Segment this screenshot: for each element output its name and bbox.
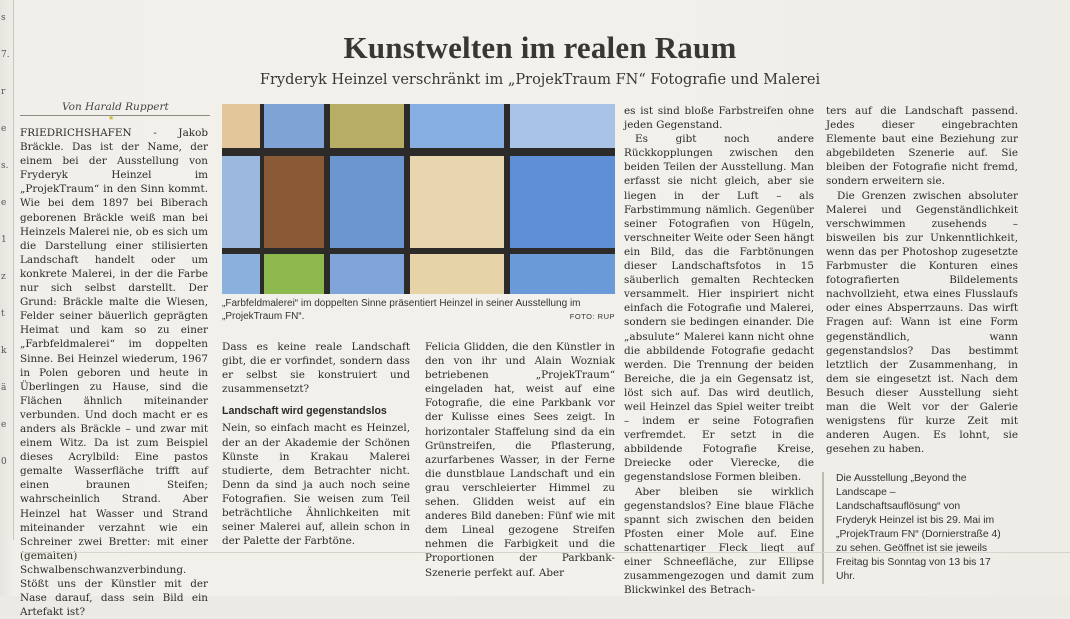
article-column-4 <box>624 104 814 597</box>
article-column-3 <box>425 340 615 580</box>
headline: Kunstwelten im realen Raum <box>343 30 737 65</box>
color-field-tile <box>410 104 504 148</box>
paragraph: ters auf die Landschaft passend. Jedes dieser eingebrachten Elemente baut eine Beziehung zur abgebildeten Szenerie auf. Sie bleiben der Fotografie nicht fremd, sondern erweitern sie. <box>826 105 1018 188</box>
author-byline: Von Harald Ruppert <box>62 101 169 113</box>
paragraph: Aber bleiben sie wirklich gegenstandslos? Eine blaue Fläche spannt sich zwischen den beiden Pfosten einer Mole auf. Eine schattenartiger Fleck liegt auf einer Schneefläche, zur Ellipse zusammengezogen und damit zum Blickwinkel des Betrach- <box>624 485 814 597</box>
paragraph: es ist sind bloße Farbstreifen ohne jeden Gegenstand. <box>624 105 814 132</box>
edge-fragment: t <box>1 309 5 319</box>
photo-caption: „Farbfeldmalerei“ im doppelten Sinne präsentiert Heinzel in seiner Ausstellung im „ProjekTraum FN“. <box>222 298 581 322</box>
edge-fragment: k <box>1 346 7 356</box>
edge-fragment: z <box>1 272 6 282</box>
color-field-tile <box>330 156 404 248</box>
edge-fragment: r <box>1 87 6 97</box>
color-field-tile <box>510 254 615 294</box>
article-column-5 <box>826 104 1018 456</box>
paragraph: FRIEDRICHSHAFEN - Jakob Bräckle. Das ist der Name, der einem bei der Ausstellung von Fryderyk Heinzel im „ProjekTraum“ in den Sinn kommt. Wie bei dem 1897 bei Biberach geborenen Bräckle weiß man bei Heinzels Malerei nie, ob es sich um die Darstellung einer stilisierten Landschaft handelt oder um konkrete Malerei, in der die Farbe nur sich selbst darstellt. Der Grund: Bräckle malte die Wiesen, Felder seiner bäuerlich geprägten Heimat und kam so zu einer „Farbfeldmalerei“ im doppelten Sinne. Bei Heinzel wiederum, 1967 in Polen geboren und heute in Überlingen zu Hause, sind die Flächen ähnlich miteinander verbunden. Und doch macht er es anders als Bräckle – und zwar mit einem Witz. Da ist zum Beispiel dieses Acrylbild: Eine pastos gemalte Wasserfläche trifft auf einen braunen Steifen; wahrscheinlich Strand. Aber Heinzel hat Wasser und Strand miteinander verzahnt wie ein Schreiner zwei Bretter: mit einer (gemalten) Schwalbenschwanzverbindung. Stößt uns der Künstler mit der Nase darauf, dass sein Bild ein Artefakt ist? <box>20 127 208 619</box>
color-field-tile <box>264 104 324 148</box>
color-field-tile <box>264 156 324 248</box>
photo-credit: FOTO: RUP <box>569 312 615 321</box>
paragraph: Die Grenzen zwischen absoluter Malerei und Gegenständlichkeit verschwimmen zusehends – bisweilen bis zur Unkenntlichkeit, wenn das per Photoshop zugesetzte Farbmuster die Konturen eines fotografierten Bildelements nachvollzieht, etwa eines Flusslaufs oder eines Absperrzauns. Das wirft Fragen auf: Wann ist eine Form gegenständlich, wann gegenstandslos? Das bestimmt letztlich der Zusammenhang, in dem sie eingesetzt ist. Nach dem Besuch dieser Ausstellung sieht man die Welt vor der Galerie wenigstens für kurze Zeit mit anderen Augen. Es lohnt, sie gesehen zu haben. <box>826 189 1018 456</box>
color-field-tile <box>330 254 404 294</box>
edge-fragment: 0 <box>1 457 7 467</box>
page-divider <box>20 552 1070 553</box>
color-field-tile <box>264 254 324 294</box>
color-field-tile <box>222 104 260 148</box>
paragraph: Dass es keine reale Landschaft gibt, die er vorfindet, sondern dass er selbst sie konstruiert und zusammensetzt? <box>222 341 410 396</box>
section-heading: Landschaft wird gegenstandslos <box>222 405 387 418</box>
article-column-2 <box>222 340 410 548</box>
adjacent-column-fragment <box>0 0 14 540</box>
photo-caption-block <box>222 297 615 323</box>
color-field-tile <box>410 254 504 294</box>
edge-fragment: ä <box>1 383 7 393</box>
byline-rule <box>20 115 210 116</box>
edge-fragment: e <box>1 198 7 208</box>
color-field-tile <box>222 254 260 294</box>
edge-fragment: s <box>1 13 6 23</box>
edge-fragment: s. <box>1 161 9 171</box>
edge-fragment: e <box>1 420 7 430</box>
color-field-tile <box>222 156 260 248</box>
star-icon: ★ <box>108 114 115 122</box>
subheadline: Fryderyk Heinzel verschränkt im „ProjekTraum FN“ Fotografie und Malerei <box>259 72 821 88</box>
article-column-1 <box>20 126 208 619</box>
color-field-tile <box>410 156 504 248</box>
color-field-tile <box>330 104 404 148</box>
paragraph: Nein, so einfach macht es Heinzel, der an der Akademie der Schönen Künste in Krakau Malerei studierte, dem Betrachter nicht. Denn da sind ja auch noch seine Fotografien. Sie weisen zum Teil beträchtliche Ähnlichkeiten mit seiner Malerei auf, allein schon in der Palette der Farbtöne. <box>222 422 410 548</box>
artwork-photo <box>222 104 615 294</box>
color-field-tile <box>510 156 615 248</box>
edge-fragment: 1 <box>1 235 7 245</box>
paragraph: Felicia Glidden, die den Künstler in den von ihr und Alain Wozniak betriebenen „ProjekTraum“ eingeladen hat, weist auf eine Fotografie, die eine Parkbank vor der Kulisse eines Sees zeigt. In horizontaler Staffelung sind da ein Grünstreifen, die Pflasterung, azurfarbenes Wasser, in der Ferne die dunstblaue Landschaft und ein grau verschleierter Himmel zu sehen. Glidden weist auf ein anderes Bild daneben: Fünf wie mit dem Lineal gezogene Streifen nehmen die Farbigkeit und die Proportionen der Parkbank-Szenerie perfekt auf. Aber <box>425 341 615 579</box>
edge-fragment: 7. <box>1 50 10 60</box>
paragraph: Es gibt noch andere Rückkopplungen zwischen den beiden Teilen der Ausstellung. Man erfasst sie nicht gleich, aber sie liegen in der Luft – als Farbstimmung nämlich. Gegenüber seiner Fotografien von Hügeln, verschneiter Weite oder Seen hängt ein Bild, das die Farbtönungen dieser Landschaftsfotos in 15 säuberlich gemalten Rechtecken versammelt. Hier inspiriert nicht einfach die Fotografie und Malerei, sondern sie bedingen einander. Die „absulute“ Malerei kann nicht ohne die abbildende Fotografie gedacht werden. Die Trennung der beiden Bereiche, die ja ein Gegensatz ist, löst sich auf. Das wird deutlich, weil Heinzel das Spiel weiter treibt – indem er seine Fotografien verfremdet. Er setzt in die abbildende Fotografie Kreise, Dreiecke oder Vierecke, die gegenstandslose Formen bleiben. <box>624 133 814 484</box>
edge-fragment: e <box>1 124 7 134</box>
color-field-tile <box>510 104 615 148</box>
exhibition-info-box: Die Ausstellung „Beyond the Landscape – Landschaftsauflösung“ von Fryderyk Heinzel ist bis 29. Mai im „ProjekTraum FN“ (Dornierstraße 4) zu sehen. Geöffnet ist sie jeweils Freitag bis Sonntag von 13 bis 17 Uhr. <box>822 472 1001 584</box>
